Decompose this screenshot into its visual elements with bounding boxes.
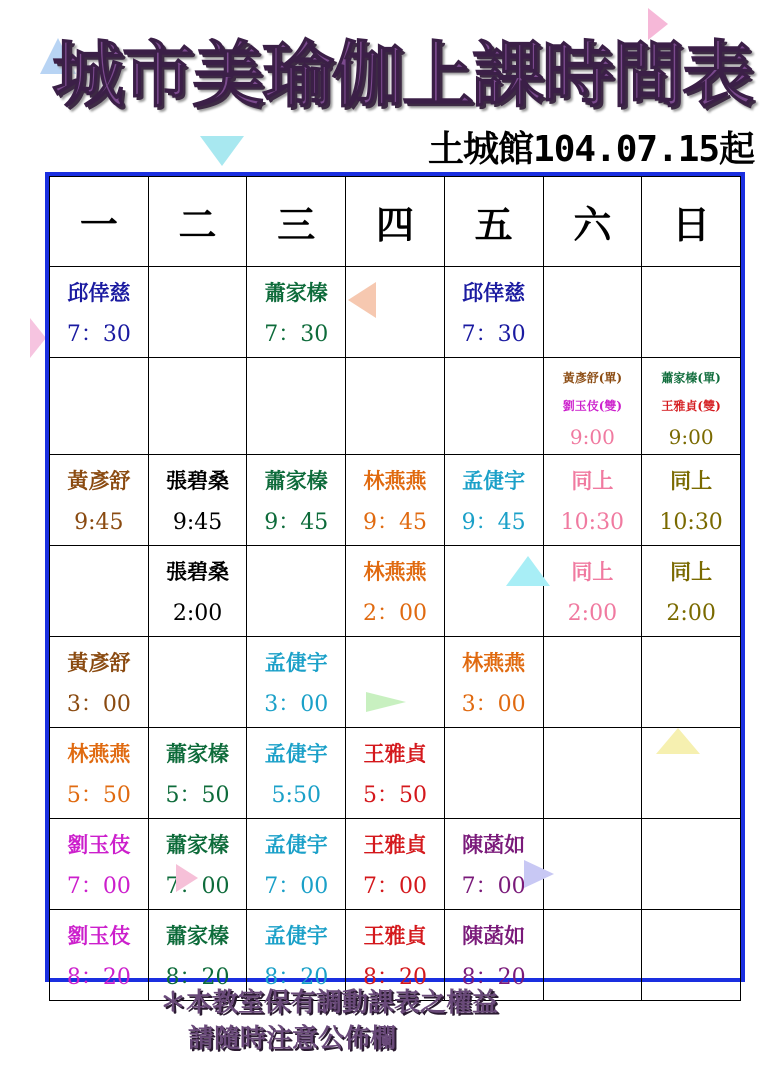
class-time: 9：45	[264, 510, 329, 535]
table-row	[50, 455, 741, 546]
schedule-cell	[346, 637, 445, 728]
schedule-cell	[148, 637, 247, 728]
class-time: 8：20	[362, 965, 427, 990]
schedule-cell	[50, 546, 149, 637]
class-time: 3：00	[66, 692, 131, 717]
day-header: 三	[247, 177, 346, 267]
schedule-cell	[543, 637, 642, 728]
instructor-name: 黃彥舒	[67, 468, 131, 493]
decor-triangle	[656, 728, 700, 754]
instructor-name: 黃彥舒(單)	[562, 371, 623, 385]
class-time: 7：30	[461, 322, 526, 347]
schedule-cell	[444, 455, 543, 546]
table-row	[50, 358, 741, 455]
class-time: 9：45	[362, 510, 427, 535]
instructor-name: 張碧桑	[166, 559, 230, 584]
schedule-cell	[148, 455, 247, 546]
schedule-cell	[543, 455, 642, 546]
schedule-cell	[346, 358, 445, 455]
class-time: 10:30	[659, 510, 723, 535]
class-time: 2：00	[362, 601, 427, 626]
schedule-cell	[642, 358, 741, 455]
instructor-name: 孟倢宇	[264, 832, 328, 857]
schedule-cell	[50, 637, 149, 728]
schedule-cell	[50, 358, 149, 455]
instructor-name: 蕭家榛	[166, 741, 230, 766]
schedule-cell	[50, 267, 149, 358]
instructor-name: 蕭家榛	[264, 280, 328, 305]
instructor-name: 蕭家榛	[166, 832, 230, 857]
schedule-cell	[642, 910, 741, 1001]
instructor-name: 黃彥舒	[67, 650, 131, 675]
class-time: 7：30	[264, 322, 329, 347]
notice-line-2: 請隨時注意公佈欄	[188, 1024, 397, 1054]
schedule-cell	[642, 637, 741, 728]
class-time: 3：00	[461, 692, 526, 717]
table-row	[50, 546, 741, 637]
instructor-name: 王雅貞	[363, 832, 427, 857]
class-time: 5:50	[271, 783, 321, 808]
table-row	[50, 819, 741, 910]
day-header: 二	[148, 177, 247, 267]
schedule-cell	[444, 728, 543, 819]
instructor-name: 林燕燕	[462, 650, 526, 675]
schedule-cell	[346, 819, 445, 910]
schedule-cell	[50, 728, 149, 819]
decor-triangle	[524, 860, 554, 888]
decor-triangle	[200, 136, 244, 166]
class-time: 9:45	[172, 510, 223, 535]
instructor-name: 蕭家榛(單)	[661, 371, 721, 385]
schedule-cell	[642, 546, 741, 637]
schedule-cell	[346, 546, 445, 637]
class-time: 2:00	[567, 601, 618, 626]
class-time: 7：30	[66, 322, 131, 347]
schedule-cell	[247, 637, 346, 728]
decor-triangle	[30, 318, 46, 358]
schedule-cell	[346, 455, 445, 546]
instructor-name: 林燕燕	[363, 559, 427, 584]
instructor-name: 同上	[670, 468, 713, 493]
instructor-name: 邱倖慈	[67, 280, 131, 305]
branch-name: 土城館	[428, 129, 534, 170]
schedule-cell	[543, 358, 642, 455]
notice-line-1: ＊本教室保有調動課表之權益	[160, 988, 499, 1018]
notice	[160, 985, 498, 1057]
instructor-name: 蕭家榛	[264, 468, 328, 493]
class-time: 3：00	[264, 692, 329, 717]
schedule-cell	[247, 267, 346, 358]
class-time: 7：00	[362, 874, 427, 899]
schedule-cell	[543, 267, 642, 358]
instructor-name: 王雅貞	[363, 923, 427, 948]
class-time: 8：20	[66, 965, 131, 990]
day-header-row	[50, 177, 741, 267]
schedule-cell	[50, 455, 149, 546]
class-time: 8：20	[264, 965, 329, 990]
schedule-cell	[543, 819, 642, 910]
instructor-name: 劉玉伎	[67, 923, 131, 948]
class-time: 8：20	[461, 965, 526, 990]
schedule-cell	[148, 546, 247, 637]
schedule-cell	[346, 728, 445, 819]
instructor-name: 邱倖慈	[462, 280, 526, 305]
schedule-cell	[247, 455, 346, 546]
instructor-name: 林燕燕	[363, 468, 427, 493]
class-time: 8：20	[165, 965, 230, 990]
class-time: 7：00	[461, 874, 526, 899]
instructor-name: 劉玉伎(雙)	[562, 399, 623, 413]
schedule-cell	[148, 728, 247, 819]
schedule-cell	[148, 358, 247, 455]
instructor-name: 王雅貞	[363, 741, 427, 766]
schedule-cell	[642, 819, 741, 910]
schedule-cell	[247, 358, 346, 455]
table-row	[50, 728, 741, 819]
class-time: 5：50	[165, 783, 230, 808]
instructor-name: 蕭家榛	[166, 923, 230, 948]
schedule-cell	[444, 637, 543, 728]
instructor-name: 孟倢宇	[264, 741, 328, 766]
schedule-cell	[642, 455, 741, 546]
day-header: 五	[444, 177, 543, 267]
instructor-name: 同上	[571, 559, 614, 584]
day-header: 日	[642, 177, 741, 267]
day-header: 六	[543, 177, 642, 267]
class-time: 9:00	[569, 425, 615, 449]
effective-date: 104.07.15起	[533, 129, 755, 170]
class-time: 9:00	[668, 425, 714, 449]
schedule-cell	[642, 267, 741, 358]
schedule-cell	[444, 267, 543, 358]
decor-triangle	[506, 556, 550, 586]
class-time: 9:45	[74, 510, 124, 535]
table-row	[50, 267, 741, 358]
schedule-table	[49, 176, 741, 1001]
instructor-name: 同上	[670, 559, 713, 584]
branch-date	[428, 128, 754, 172]
class-time: 2:00	[172, 601, 223, 626]
schedule-cell	[50, 910, 149, 1001]
schedule-cell	[247, 728, 346, 819]
decor-triangle	[366, 692, 406, 712]
instructor-name: 劉玉伎	[67, 832, 131, 857]
class-time: 5：50	[66, 783, 131, 808]
class-time: 7：00	[165, 874, 230, 899]
schedule-cell	[50, 819, 149, 910]
instructor-name: 張碧桑	[166, 468, 230, 493]
day-header: 一	[50, 177, 149, 267]
instructor-name: 陳菡如	[462, 832, 526, 857]
instructor-name: 同上	[571, 468, 614, 493]
schedule-cell	[543, 546, 642, 637]
day-header: 四	[346, 177, 445, 267]
schedule-cell	[543, 910, 642, 1001]
instructor-name: 孟倢宇	[462, 468, 526, 493]
instructor-name: 林燕燕	[67, 741, 131, 766]
decor-triangle	[348, 282, 376, 318]
schedule-cell	[247, 546, 346, 637]
table-row	[50, 637, 741, 728]
schedule-cell	[543, 728, 642, 819]
schedule-cell	[247, 819, 346, 910]
decor-triangle	[176, 864, 198, 892]
schedule-cell	[444, 358, 543, 455]
page-title: 城市美瑜伽上課時間表	[52, 33, 753, 117]
class-time: 7：00	[66, 874, 131, 899]
class-time: 7：00	[264, 874, 329, 899]
class-time: 9：45	[461, 510, 526, 535]
class-time: 5：50	[362, 783, 427, 808]
instructor-name: 陳菡如	[462, 923, 526, 948]
instructor-name: 王雅貞(雙)	[661, 399, 721, 413]
instructor-name: 孟倢宇	[264, 650, 328, 675]
schedule-grid	[45, 172, 745, 990]
class-time: 2:00	[666, 601, 716, 626]
instructor-name: 孟倢宇	[264, 923, 328, 948]
class-time: 10:30	[560, 510, 625, 535]
schedule-cell	[148, 267, 247, 358]
